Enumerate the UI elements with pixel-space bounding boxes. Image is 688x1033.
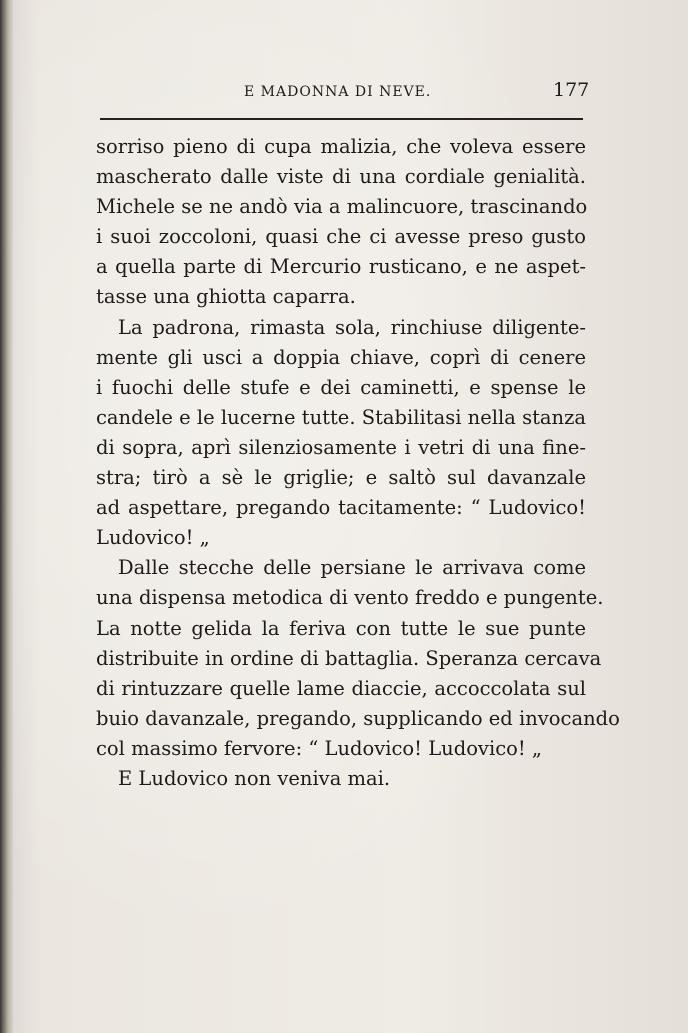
text-line: di sopra, aprì silenziosamente i vetri di una fine- bbox=[96, 435, 586, 459]
header-rule bbox=[100, 118, 583, 120]
text-line: sorriso pieno di cupa malizia, che voleva essere bbox=[96, 135, 586, 158]
text-line: buio davanzale, pregando, supplicando ed invocando bbox=[96, 706, 620, 730]
paragraph-end-line: tasse una ghiotta caparra. bbox=[96, 285, 356, 309]
text-line: i suoi zoccoloni, quasi che ci avesse preso gusto bbox=[96, 225, 586, 249]
paragraph-end-line: Ludovico! „ bbox=[96, 526, 210, 550]
paragraph-end-line: col massimo fervore: “ Ludovico! Ludovico! „ bbox=[96, 736, 542, 760]
text-line: candele e le lucerne tutte. Stabilitasi nella stanza bbox=[96, 405, 586, 429]
text-line: ad aspettare, pregando tacitamente: “ Ludovico! bbox=[96, 496, 586, 520]
paragraph-start-line: La padrona, rimasta sola, rinchiuse diligente- bbox=[118, 315, 586, 339]
text-line: a quella parte di Mercurio rusticano, e ne aspet- bbox=[96, 255, 586, 279]
text-line: i fuochi delle stufe e dei caminetti, e spense le bbox=[96, 375, 586, 399]
text-line: distribuite in ordine di battaglia. Speranza cercava bbox=[96, 646, 602, 670]
text-line: Michele se ne andò via a malincuore, trascinando bbox=[96, 195, 588, 219]
running-head: E MADONNA DI NEVE. bbox=[244, 84, 432, 100]
book-binding-edge bbox=[0, 0, 14, 1033]
text-line: mascherato dalle viste di una cordiale genialità. bbox=[96, 165, 586, 189]
text-line: mente gli usci a doppia chiave, coprì di cenere bbox=[96, 345, 586, 369]
paragraph-single-line: E Ludovico non veniva mai. bbox=[118, 766, 391, 790]
text-line: una dispensa metodica di vento freddo e pungente. bbox=[96, 586, 604, 610]
paragraph-start-line: Dalle stecche delle persiane le arrivava come bbox=[118, 556, 586, 580]
text-line: di rintuzzare quelle lame diaccie, accoccolata sul bbox=[96, 676, 586, 700]
body-text bbox=[96, 132, 620, 794]
text-line: stra; tirò a sè le griglie; e saltò sul davanzale bbox=[96, 466, 586, 490]
text-line: La notte gelida la feriva con tutte le sue punte bbox=[96, 616, 586, 640]
page-number: 177 bbox=[553, 79, 590, 101]
